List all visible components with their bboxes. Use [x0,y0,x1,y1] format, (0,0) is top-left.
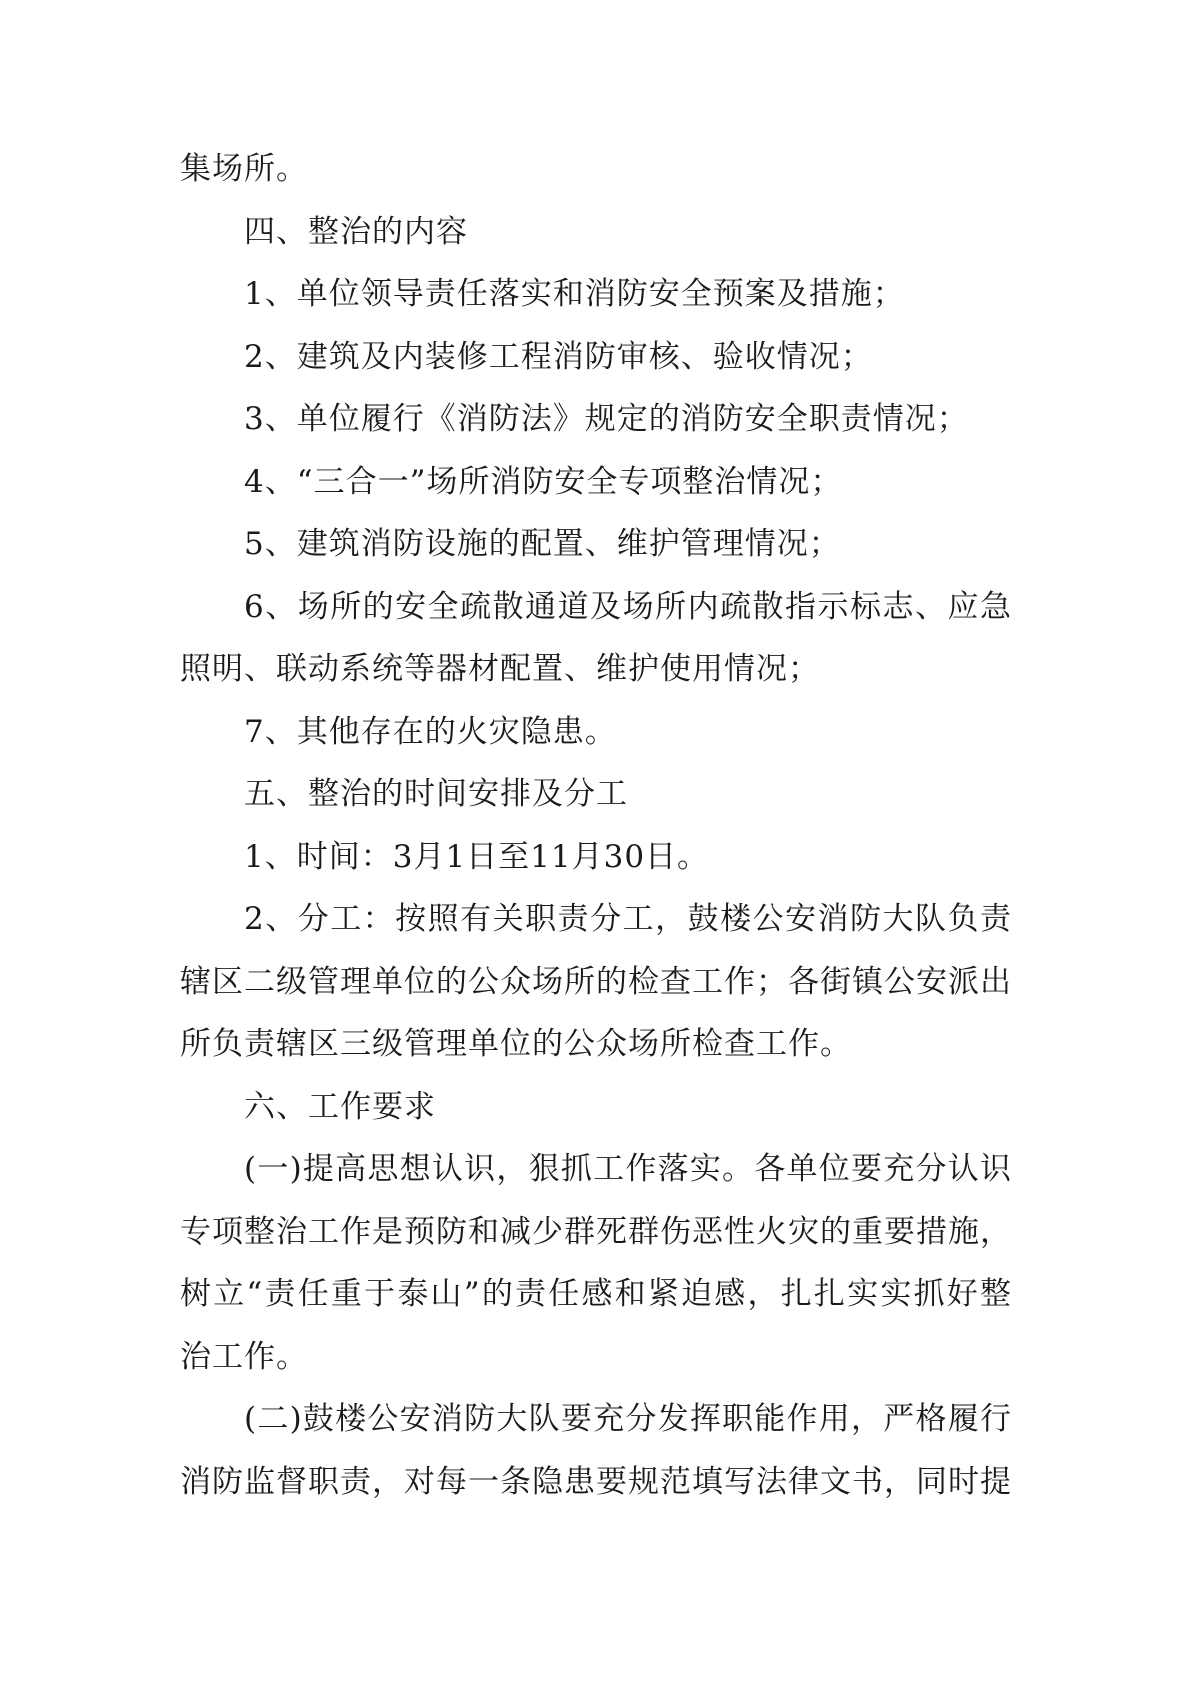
list-item: 2、建筑及内装修工程消防审核、验收情况； [244,338,873,375]
section-heading-4: 四、整治的内容 [244,213,468,250]
list-item: 2、分工：按照有关职责分工，鼓楼公安消防大队负责辖区二级管理单位的公众场所的检查工作；各街镇公安派出所负责辖区三级管理单位的公众场所检查工作。 [180,901,1012,1062]
paragraph-continuation: 集场所。 [180,151,308,187]
list-item: 6、场所的安全疏散通道及场所内疏散指示标志、应急照明、联动系统等器材配置、维护使用情况； [180,588,1012,687]
document-body [180,138,1012,1513]
list-item: 3、单位履行《消防法》规定的消防安全职责情况； [244,401,969,437]
requirement-paragraph: (二)鼓楼公安消防大队要充分发挥职能作用，严格履行消防监督职责，对每一条隐患要规范填写法律文书，同时提 [180,1401,1012,1500]
requirement-paragraph: (一)提高思想认识，狠抓工作落实。各单位要充分认识专项整治工作是预防和减少群死群伤恶性火灾的重要措施，树立“责任重于泰山”的责任感和紧迫感，扎扎实实抓好整治工作。 [180,1151,1012,1375]
list-item: 7、其他存在的火灾隐患。 [244,713,617,750]
list-item: 1、时间：3月1日至11月30日。 [244,838,710,875]
section-heading-5: 五、整治的时间安排及分工 [244,776,628,812]
list-item: 1、单位领导责任落实和消防安全预案及措施； [244,276,905,312]
list-item: 5、建筑消防设施的配置、维护管理情况； [244,526,841,562]
section-heading-6: 六、工作要求 [244,1088,436,1125]
list-item: 4、“三合一”场所消防安全专项整治情况； [244,463,843,500]
